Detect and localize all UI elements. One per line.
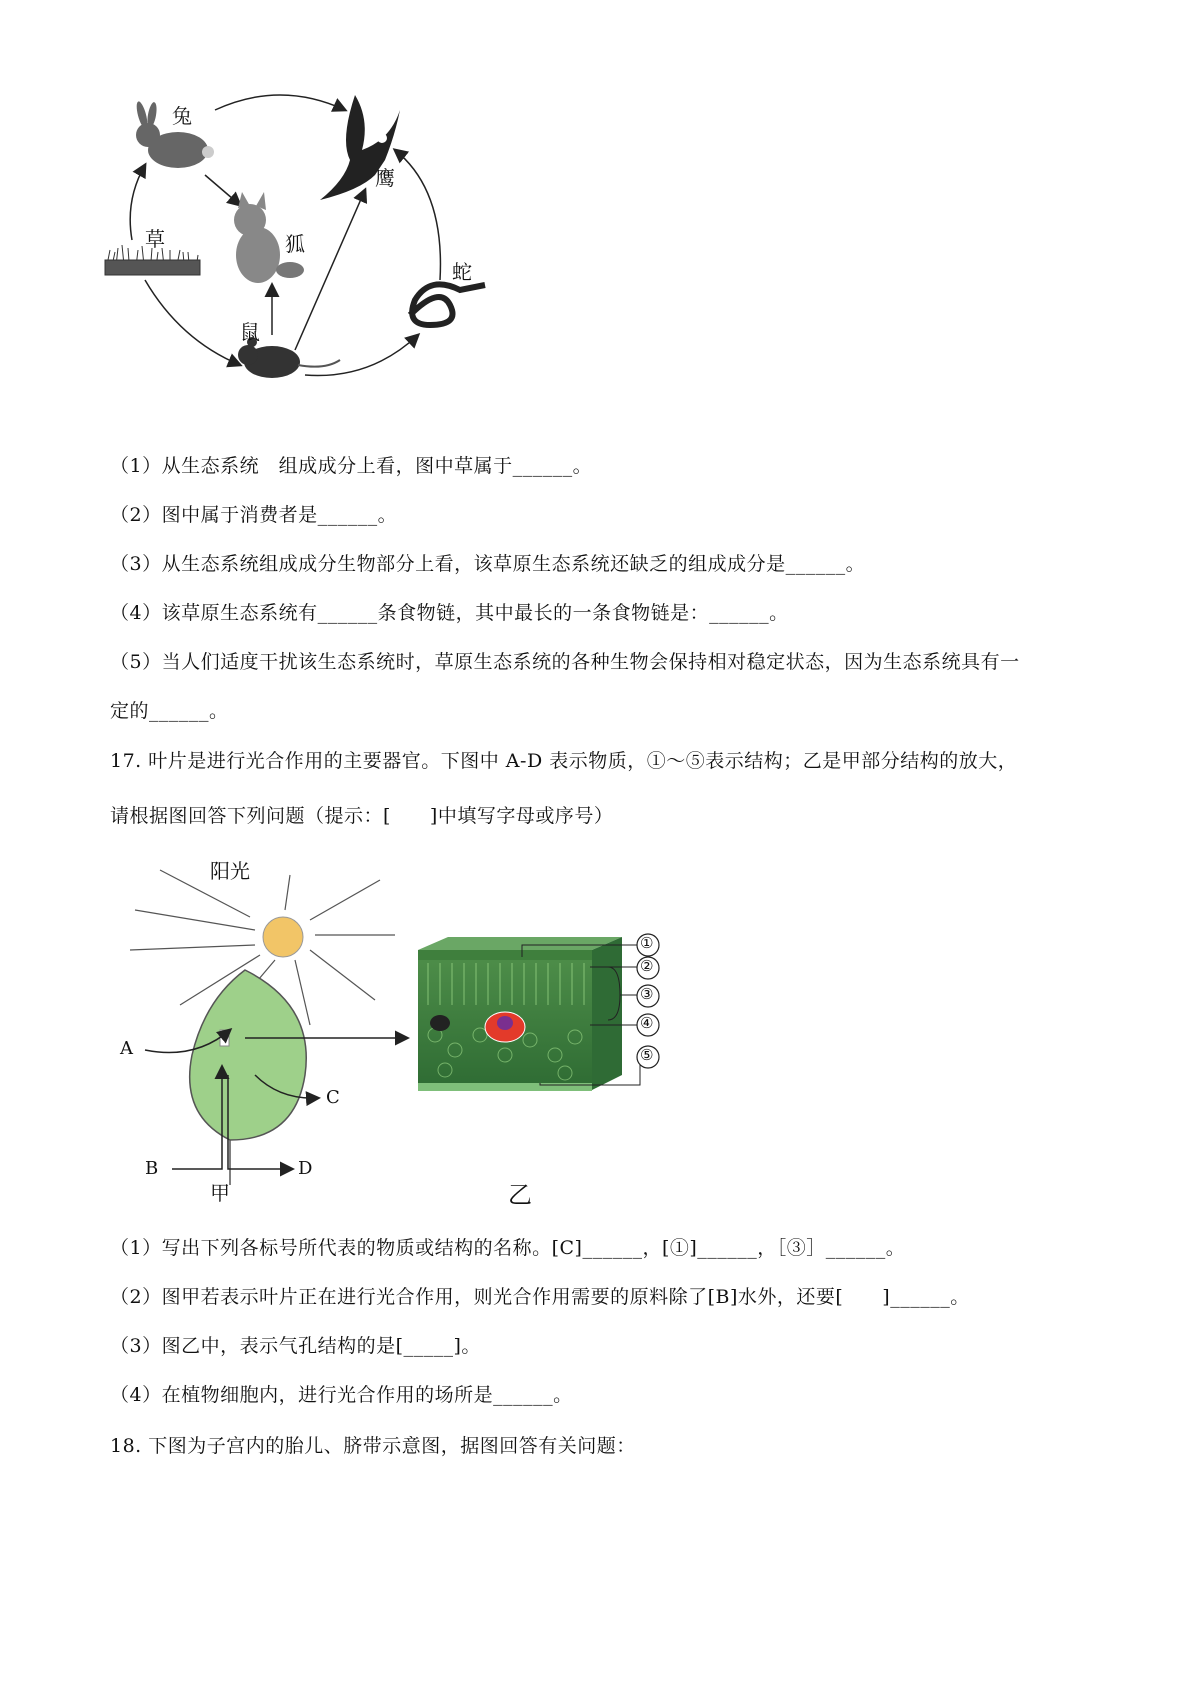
arrow-grass-rabbit bbox=[130, 165, 145, 240]
q17-question-4: （4）在植物细胞内，进行光合作用的场所是______。 bbox=[110, 1384, 573, 1406]
arrow-grass-mouse bbox=[145, 280, 240, 365]
arrow-mouse-snake bbox=[305, 335, 418, 376]
sun bbox=[263, 917, 303, 957]
leaf-figure bbox=[110, 855, 730, 1210]
label-D: D bbox=[298, 1158, 313, 1179]
label-A: A bbox=[120, 1038, 133, 1059]
label-5: ⑤ bbox=[640, 1046, 654, 1064]
leaf bbox=[190, 970, 307, 1140]
food-web-question-3: （3）从生态系统组成成分生物部分上看，该草原生态系统还缺乏的组成成分是______。 bbox=[110, 553, 866, 575]
label-2: ② bbox=[640, 957, 654, 975]
food-web-question-1: （1）从生态系统 组成成分上看，图中草属于______。 bbox=[110, 455, 593, 477]
food-web-question-5: （5）当人们适度干扰该生态系统时，草原生态系统的各种生物会保持相对稳定状态，因为生态系统具有一 bbox=[110, 651, 1020, 673]
snake-image bbox=[410, 284, 485, 325]
sunlight-label: 阳光 bbox=[210, 859, 250, 883]
label-jia: 甲 bbox=[210, 1181, 230, 1205]
q18-intro: 18. 下图为子宫内的胎儿、脐带示意图，据图回答有关问题： bbox=[110, 1435, 636, 1457]
label-B: B bbox=[145, 1158, 159, 1179]
q17-intro-line1: 17. 叶片是进行光合作用的主要器官。下图中 A-D 表示物质，①～⑤表示结构；乙是甲部分结构的放大， bbox=[110, 750, 1018, 772]
eagle-label: 鹰 bbox=[375, 166, 395, 190]
food-web-question-5-cont: 定的______。 bbox=[110, 700, 229, 722]
mouse-label: 鼠 bbox=[240, 320, 260, 344]
label-1: ① bbox=[640, 934, 654, 952]
food-web-figure bbox=[100, 80, 520, 420]
arrow-snake-eagle bbox=[395, 150, 440, 280]
fox-label: 狐 bbox=[285, 232, 305, 256]
arrow-rabbit-eagle bbox=[215, 95, 345, 110]
q17-question-3: （3）图乙中，表示气孔结构的是[_____]。 bbox=[110, 1335, 481, 1357]
label-C: C bbox=[326, 1087, 340, 1108]
leaf-cross-section bbox=[418, 937, 622, 1091]
food-web-question-4: （4）该草原生态系统有______条食物链，其中最长的一条食物链是：______。 bbox=[110, 602, 789, 624]
grass-label: 草 bbox=[145, 227, 165, 251]
snake-label: 蛇 bbox=[452, 260, 472, 284]
arrow-rabbit-fox bbox=[205, 175, 240, 205]
leaf-graphic bbox=[110, 855, 730, 1210]
label-yi: 乙 bbox=[508, 1181, 532, 1209]
q17-intro-line2: 请根据图回答下列问题（提示：[ ]中填写字母或序号） bbox=[110, 805, 614, 827]
food-web-question-2: （2）图中属于消费者是______。 bbox=[110, 504, 398, 526]
label-4: ④ bbox=[640, 1014, 654, 1032]
q17-question-1: （1）写出下列各标号所代表的物质或结构的名称。[C]______，[①]______，［③］______。 bbox=[110, 1237, 906, 1259]
label-3: ③ bbox=[640, 985, 654, 1003]
q17-question-2: （2）图甲若表示叶片正在进行光合作用，则光合作用需要的原料除了[B]水外，还要[ ]______。 bbox=[110, 1286, 970, 1308]
rabbit-label: 兔 bbox=[172, 104, 192, 128]
arrow-mouse-eagle bbox=[295, 190, 365, 350]
